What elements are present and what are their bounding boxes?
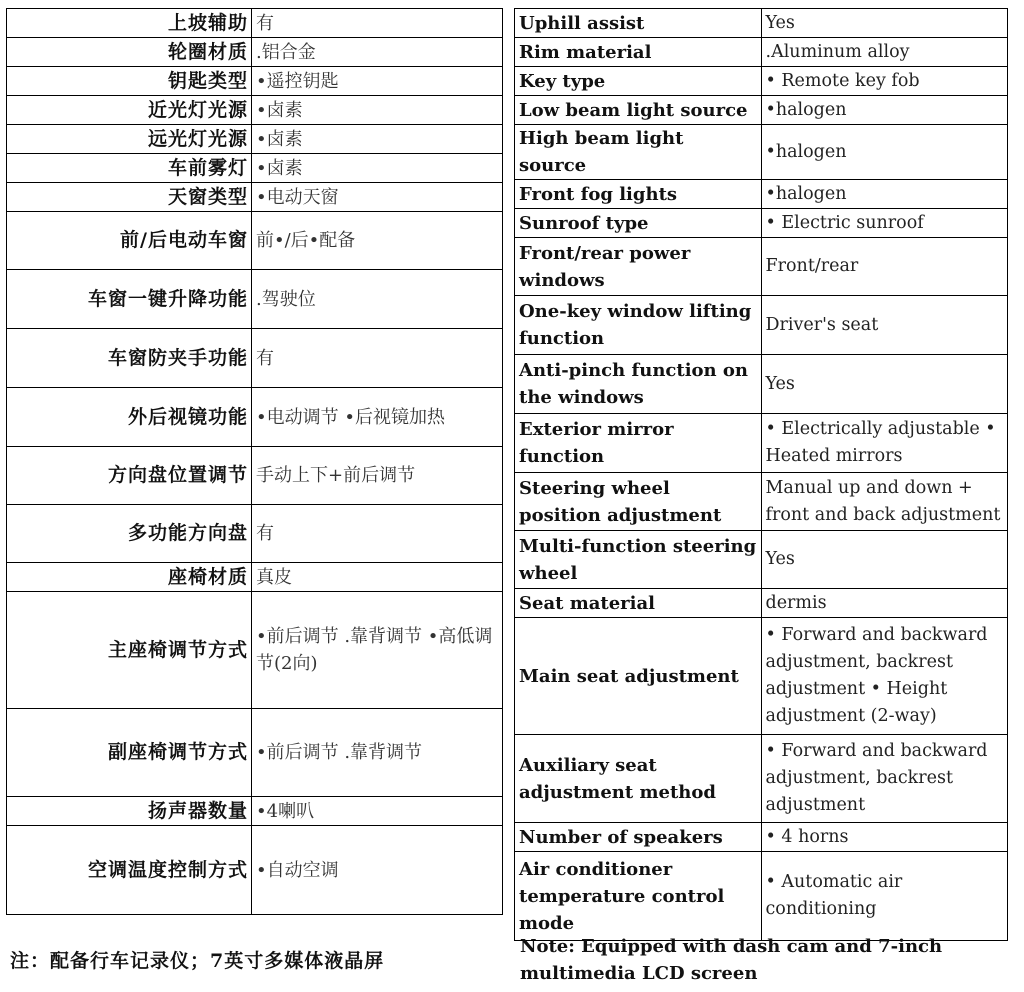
table-row — [515, 414, 1008, 473]
table-row — [7, 183, 503, 212]
spec-value: .驾驶位 — [252, 270, 503, 329]
spec-label: 外后视镜功能 — [7, 388, 252, 447]
spec-label: Key type — [515, 67, 762, 96]
spec-label: Exterior mirror function — [515, 414, 762, 473]
table-row — [7, 329, 503, 388]
table-row — [7, 505, 503, 563]
spec-label: Low beam light source — [515, 96, 762, 125]
spec-label: 车窗防夹手功能 — [7, 329, 252, 388]
table-row — [7, 797, 503, 826]
spec-label: Front fog lights — [515, 180, 762, 209]
spec-value: .Aluminum alloy — [761, 38, 1008, 67]
spec-value: •卤素 — [252, 96, 503, 125]
spec-value: • 4 horns — [761, 823, 1008, 852]
spec-label: 主座椅调节方式 — [7, 592, 252, 709]
spec-value: •自动空调 — [252, 826, 503, 915]
spec-value: • Remote key fob — [761, 67, 1008, 96]
table-row — [515, 209, 1008, 238]
spec-label: Main seat adjustment — [515, 618, 762, 735]
table-row — [515, 355, 1008, 414]
spec-value: Driver's seat — [761, 296, 1008, 355]
spec-label: 天窗类型 — [7, 183, 252, 212]
table-row — [515, 96, 1008, 125]
spec-label: Seat material — [515, 589, 762, 618]
table-row — [7, 388, 503, 447]
spec-value: Front/rear — [761, 238, 1008, 296]
spec-value: •卤素 — [252, 125, 503, 154]
spec-value: • Forward and backward adjustment, backrest adjustment • Height adjustment (2-way) — [761, 618, 1008, 735]
spec-label: Uphill assist — [515, 9, 762, 38]
spec-table-english — [514, 8, 1008, 941]
table-row — [7, 270, 503, 329]
spec-table-chinese — [6, 8, 503, 915]
spec-value: •4喇叭 — [252, 797, 503, 826]
spec-value: •前后调节 .靠背调节 •高低调节(2向) — [252, 592, 503, 709]
spec-value: 有 — [252, 9, 503, 38]
table-row — [7, 154, 503, 183]
spec-value: • Electric sunroof — [761, 209, 1008, 238]
spec-value: •电动调节 •后视镜加热 — [252, 388, 503, 447]
spec-label: 方向盘位置调节 — [7, 447, 252, 505]
spec-value: • Automatic air conditioning — [761, 852, 1008, 941]
spec-label: 副座椅调节方式 — [7, 709, 252, 797]
table-row — [7, 125, 503, 154]
spec-label: 车窗一键升降功能 — [7, 270, 252, 329]
footnote-english: Note: Equipped with dash cam and 7-inch multimedia LCD screen — [520, 936, 943, 984]
table-row — [515, 38, 1008, 67]
table-row — [7, 67, 503, 96]
spec-label: 远光灯光源 — [7, 125, 252, 154]
spec-value: •遥控钥匙 — [252, 67, 503, 96]
spec-label: Steering wheel position adjustment — [515, 473, 762, 531]
table-row — [515, 473, 1008, 531]
table-row — [7, 212, 503, 270]
spec-label: Air conditioner temperature control mode — [515, 852, 762, 941]
table-row — [515, 296, 1008, 355]
spec-label: 前/后电动车窗 — [7, 212, 252, 270]
table-row — [7, 592, 503, 709]
spec-label: 多功能方向盘 — [7, 505, 252, 563]
spec-label: 空调温度控制方式 — [7, 826, 252, 915]
spec-value: •halogen — [761, 180, 1008, 209]
spec-value: •halogen — [761, 96, 1008, 125]
table-row — [515, 531, 1008, 589]
spec-label: 车前雾灯 — [7, 154, 252, 183]
table-row — [515, 67, 1008, 96]
spec-value: 有 — [252, 329, 503, 388]
table-row — [7, 709, 503, 797]
spec-value: .铝合金 — [252, 38, 503, 67]
spec-label: Auxiliary seat adjustment method — [515, 735, 762, 823]
spec-label: Anti-pinch function on the windows — [515, 355, 762, 414]
spec-value: Yes — [761, 531, 1008, 589]
spec-value: •前后调节 .靠背调节 — [252, 709, 503, 797]
table-row — [515, 9, 1008, 38]
spec-value: Yes — [761, 9, 1008, 38]
spec-label: 钥匙类型 — [7, 67, 252, 96]
spec-label: Front/rear power windows — [515, 238, 762, 296]
spec-label: One-key window lifting function — [515, 296, 762, 355]
spec-value: 前•/后•配备 — [252, 212, 503, 270]
spec-value: •电动天窗 — [252, 183, 503, 212]
table-row — [515, 823, 1008, 852]
table-row — [7, 826, 503, 915]
spec-value: •halogen — [761, 125, 1008, 180]
table-row — [515, 735, 1008, 823]
spec-value: •卤素 — [252, 154, 503, 183]
table-row — [515, 180, 1008, 209]
spec-label: 扬声器数量 — [7, 797, 252, 826]
table-row — [7, 9, 503, 38]
table-row — [7, 38, 503, 67]
spec-label: Multi-function steering wheel — [515, 531, 762, 589]
spec-value: dermis — [761, 589, 1008, 618]
spec-value: • Forward and backward adjustment, backrest adjustment — [761, 735, 1008, 823]
spec-value: 有 — [252, 505, 503, 563]
spec-label: 轮圈材质 — [7, 38, 252, 67]
spec-label: Sunroof type — [515, 209, 762, 238]
spec-value: 手动上下+前后调节 — [252, 447, 503, 505]
spec-label: 座椅材质 — [7, 563, 252, 592]
spec-label: 上坡辅助 — [7, 9, 252, 38]
table-row — [515, 238, 1008, 296]
table-row — [7, 96, 503, 125]
spec-label: 近光灯光源 — [7, 96, 252, 125]
spec-value: • Electrically adjustable • Heated mirrors — [761, 414, 1008, 473]
spec-label: Number of speakers — [515, 823, 762, 852]
table-row — [515, 852, 1008, 941]
table-row — [7, 563, 503, 592]
table-row — [515, 589, 1008, 618]
spec-label: High beam light source — [515, 125, 762, 180]
table-row — [515, 618, 1008, 735]
footnote-chinese: 注：配备行车记录仪；7英寸多媒体液晶屏 — [10, 950, 385, 972]
spec-label: Rim material — [515, 38, 762, 67]
table-row — [7, 447, 503, 505]
spec-value: Yes — [761, 355, 1008, 414]
spec-value: 真皮 — [252, 563, 503, 592]
table-row — [515, 125, 1008, 180]
spec-value: Manual up and down + front and back adjustment — [761, 473, 1008, 531]
